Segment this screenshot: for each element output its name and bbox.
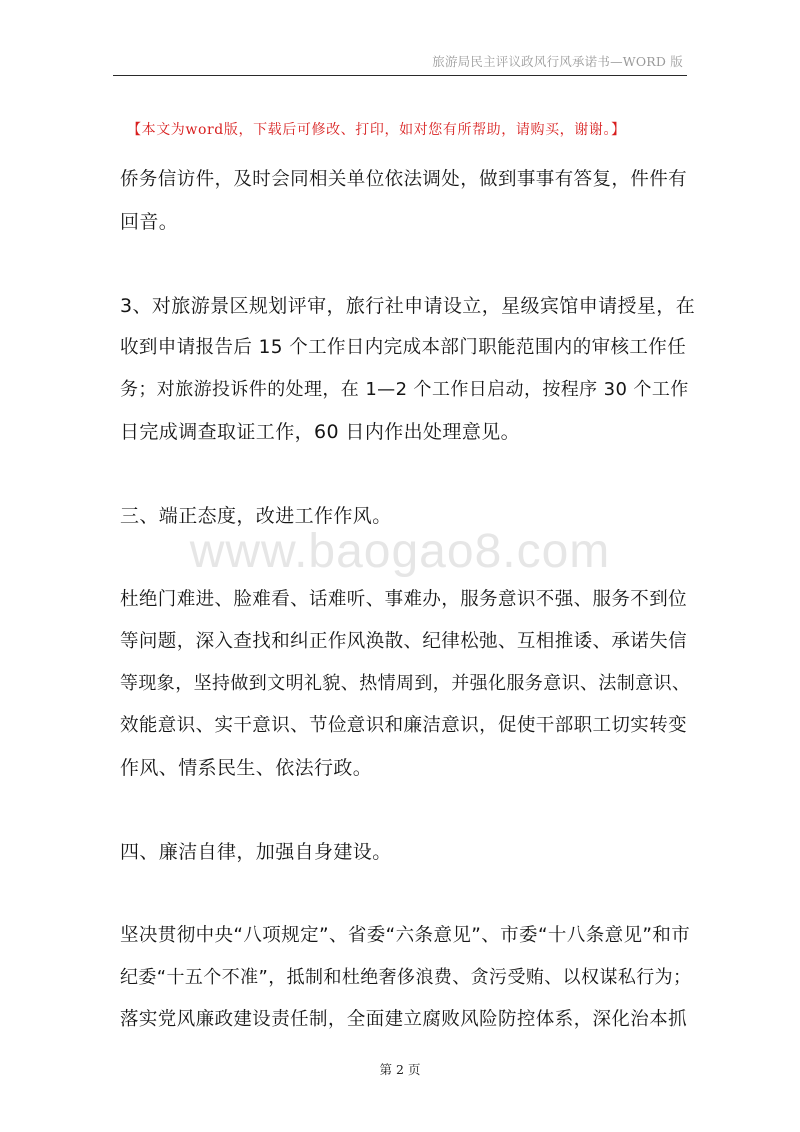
paragraph-line: 效能意识、实干意识、节俭意识和廉洁意识，促使干部职工切实转变 <box>120 715 688 736</box>
paragraph-line: 等问题，深入查找和纠正作风涣散、纪律松弛、互相推诿、承诺失信 <box>120 631 688 652</box>
paragraph-line: 务；对旅游投诉件的处理，在 1—2 个工作日启动，按程序 30 个工作 <box>120 379 689 400</box>
paragraph-line: 收到申请报告后 15 个工作日内完成本部门职能范围内的审核工作任 <box>120 337 687 358</box>
paragraph-line: 坚决贯彻中央“八项规定”、省委“六条意见”、市委“十八条意见”和市 <box>120 925 691 946</box>
watermark-text: www.baogao8.com <box>189 525 611 578</box>
paragraph-line: 3、对旅游景区规划评审，旅行社申请设立，星级宾馆申请授星，在 <box>120 295 696 317</box>
section-heading-4: 四、廉洁自律，加强自身建设。 <box>120 841 392 863</box>
page-number: 第 2 页 <box>379 1062 421 1077</box>
paragraph-line: 纪委“十五个不准”，抵制和杜绝奢侈浪费、贪污受贿、以权谋私行为； <box>120 967 692 988</box>
paragraph-line: 等现象，坚持做到文明礼貌、热情周到，并强化服务意识、法制意识、 <box>120 673 691 694</box>
paragraph-line: 侨务信访件，及时会同相关单位依法调处，做到事事有答复，件件有 <box>120 169 688 190</box>
section-heading-3: 三、端正态度，改进工作作风。 <box>120 505 392 527</box>
paragraph-line: 作风、情系民生、依法行政。 <box>120 757 373 779</box>
document-header-title: 旅游局民主评议政风行风承诺书—WORD 版 <box>432 54 683 69</box>
paragraph-line: 杜绝门难进、脸难看、话难听、事难办，服务意识不强、服务不到位 <box>120 589 688 610</box>
paragraph-line: 回音。 <box>120 211 179 233</box>
download-notice: 【本文为word版，下载后可修改、打印，如对您有所帮助，请购买，谢谢。】 <box>127 122 626 138</box>
paragraph-line: 日完成调查取证工作，60 日内作出处理意见。 <box>120 421 521 443</box>
header-divider <box>113 75 687 76</box>
paragraph-line: 落实党风廉政建设责任制，全面建立腐败风险防控体系，深化治本抓 <box>120 1009 688 1030</box>
